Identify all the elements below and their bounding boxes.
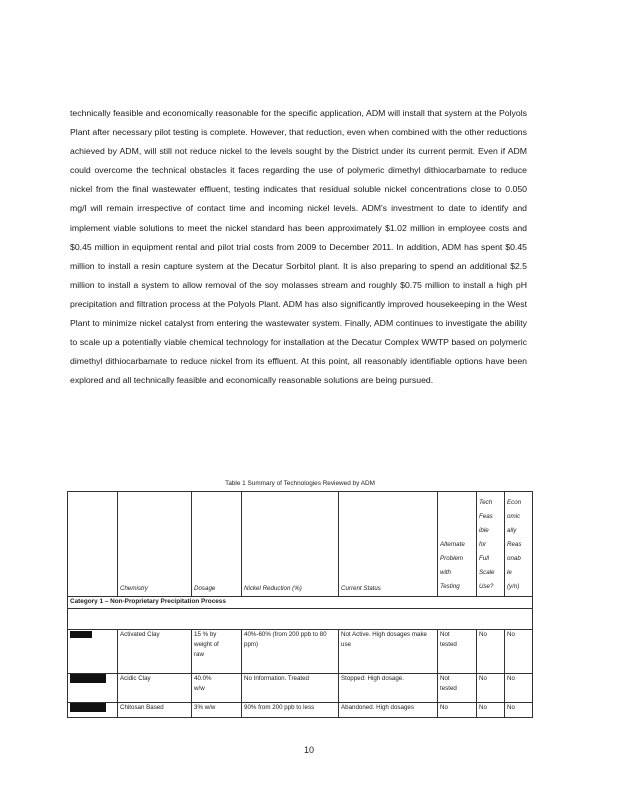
table-row [68, 703, 533, 718]
cell-current-status: Not Active. High dosages make use [339, 630, 438, 674]
header-current-status: Current Status [339, 492, 438, 597]
header-chemistry: Chemistry [118, 492, 192, 597]
cell-tech-feasible: No [477, 703, 505, 718]
cell-chemistry: Acidic Clay [118, 674, 192, 703]
redacted-cell [68, 630, 118, 674]
cell-nickel-reduction: 90% from 200 ppb to less [242, 703, 339, 718]
header-tech-feasible: Tech Feas ible for Full Scale Use? [477, 492, 505, 597]
cell-econ: No [505, 674, 533, 703]
body-paragraph-block [70, 104, 527, 390]
table-row [68, 630, 533, 674]
technology-summary-table [67, 478, 533, 718]
redacted-cell [68, 674, 118, 703]
category-label: Category 1 – Non-Proprietary Precipitation Process [68, 597, 533, 609]
cell-alternate: Not tested [438, 674, 477, 703]
cell-tech-feasible: No [477, 674, 505, 703]
redaction-block [70, 674, 106, 683]
cell-nickel-reduction: 40%-60% (from 200 ppb to 80 ppm) [242, 630, 339, 674]
body-paragraph: technically feasible and economically reasonable for the specific application, ADM will install that system at the Polyols Plant after necessary pilot testing is complete. However, that reduction, even when combined with the other reductions achieved by ADM, will still not reduce nickel to the levels sought by the District under its current permit. Even if ADM could overcome the technical obstacles it faces regarding the use of polymeric dimethyl dithiocarbamate to reduce nickel from the final wastewater effluent, testing indicates that residual soluble nickel concentrations close to 0.050 mg/l will remain irrespective of contact time and incoming nickel levels. ADM's investment to date to identify and implement viable solutions to meet the nickel standard has been approximately $1.02 million in employee costs and $0.45 million in equipment rental and pilot trial costs from 2009 to December 2011. In addition, ADM has spent $0.45 million to install a resin capture system at the Decatur Sorbitol plant. It is also preparing to spend an additional $2.5 million to install a system to allow removal of the soy molasses stream and roughly $0.75 million to install a high pH precipitation and filtration process at the Polyols Plant. ADM has also significantly improved housekeeping in the West Plant to minimize nickel catalyst from entering the wastewater system. Finally, ADM continues to investigate the ability to scale up a potentially viable chemical technology for installation at the Decatur Complex WWTP based on polymeric dimethyl dithiocarbamate to reduce nickel from its effluent. At this point, all reasonably identifiable options have been explored and all technically feasible and economically reasonable solutions are being pursued. [70, 108, 527, 386]
cell-chemistry: Chitosan Based [118, 703, 192, 718]
header-alternate: Alternate Problem with Testing [438, 492, 477, 597]
redacted-cell [68, 703, 118, 718]
cell-alternate: No [438, 703, 477, 718]
cell-chemistry: Activated Clay [118, 630, 192, 674]
table-header-row [68, 492, 533, 597]
header-dosage: Dosage [192, 492, 242, 597]
redaction-block [70, 631, 92, 638]
redaction-block [70, 703, 106, 712]
cell-nickel-reduction: No Information. Treated [242, 674, 339, 703]
table-category-row [68, 597, 533, 609]
table-spacer-row [68, 609, 533, 630]
cell-econ: No [505, 703, 533, 718]
cell-alternate: Not tested [438, 630, 477, 674]
spacer-cell [68, 609, 533, 630]
table-caption: Table 1 Summary of Technologies Reviewed by ADM [225, 480, 375, 487]
page-number: 10 [303, 745, 314, 755]
cell-dosage: 3% w/w [192, 703, 242, 718]
header-redacted [68, 492, 118, 597]
cell-dosage: 15 % by weight of raw [192, 630, 242, 674]
table-row [68, 674, 533, 703]
cell-tech-feasible: No [477, 630, 505, 674]
cell-current-status: Stopped: High dosage. [339, 674, 438, 703]
header-nickel-reduction: Nickel Reduction (%) [242, 492, 339, 597]
cell-dosage: 40.0% w/w [192, 674, 242, 703]
cell-econ: No [505, 630, 533, 674]
header-economically-reasonable: Econ omic ally Reas onab le (y/n) [505, 492, 533, 597]
cell-current-status: Abandoned. High dosages [339, 703, 438, 718]
summary-table-wrapper [67, 478, 532, 718]
